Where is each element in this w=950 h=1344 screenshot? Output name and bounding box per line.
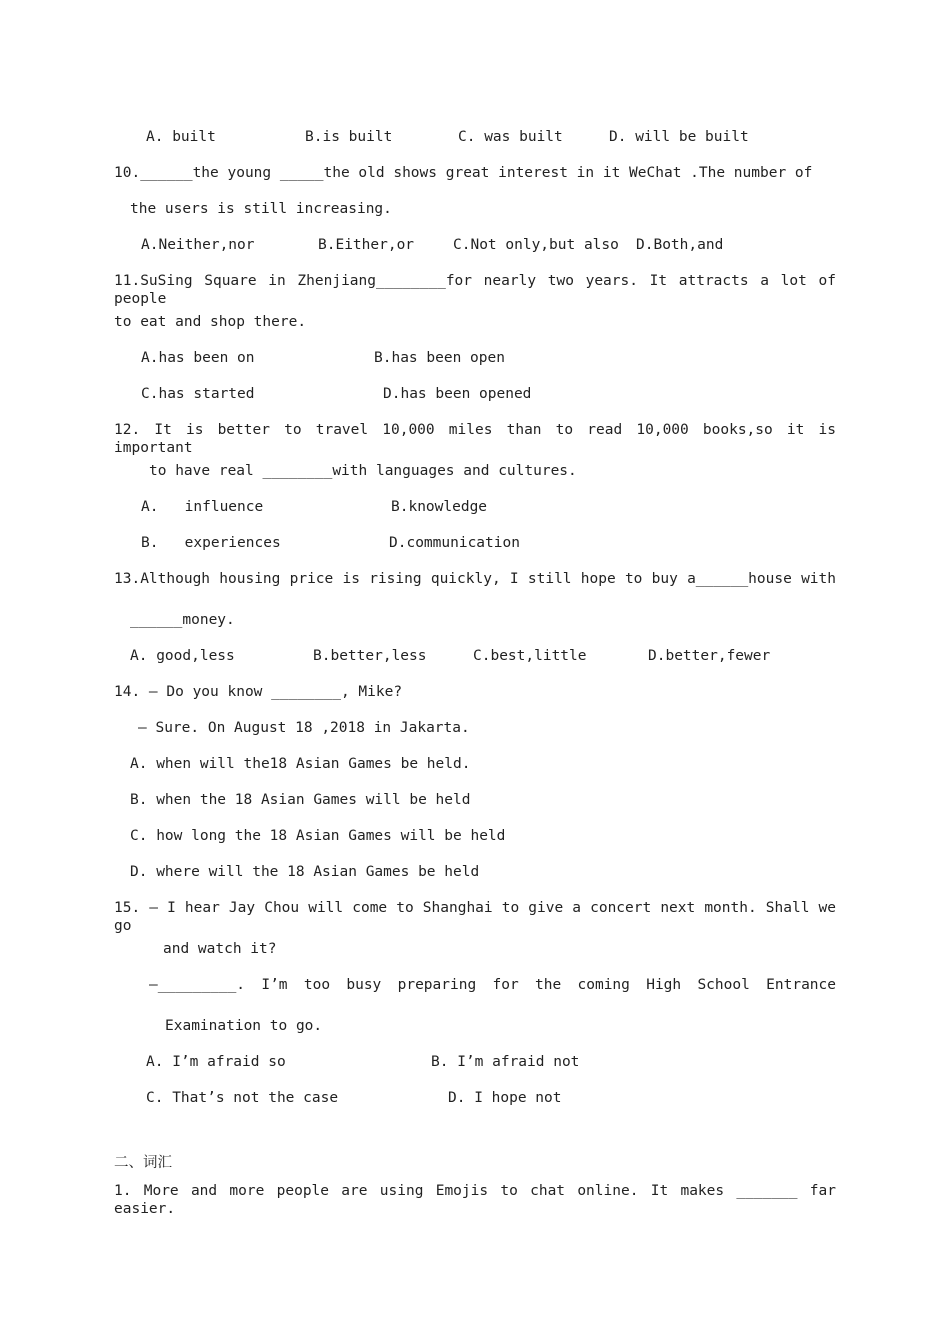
q15-stem-cont: and watch it?	[163, 941, 277, 957]
q13-option-c: C.best,little	[473, 648, 587, 664]
q10-stem-cont: the users is still increasing.	[130, 201, 392, 217]
q13-stem-cont: ______money.	[130, 612, 235, 628]
q13-option-a: A. good,less	[130, 648, 235, 664]
q9-option-d: D. will be built	[609, 129, 749, 145]
q12-option-b: B.knowledge	[391, 499, 488, 515]
q15-option-c: C. That’s not the case	[146, 1090, 339, 1106]
q14-option-a: A. when will the18 Asian Games be held.	[130, 756, 471, 772]
q15-option-b: B. I’m afraid not	[431, 1054, 580, 1070]
vocab-item-1: 1. More and more people are using Emojis to chat online. It makes _______ far easier.	[114, 1183, 836, 1217]
q10-option-b: B.Either,or	[318, 237, 415, 253]
q10-option-d: D.Both,and	[636, 237, 724, 253]
q14-reply: — Sure. On August 18 ,2018 in Jakarta.	[138, 720, 470, 736]
q11-option-b: B.has been open	[374, 350, 505, 366]
q9-option-b: B.is built	[305, 129, 393, 145]
q9-option-a: A. built	[146, 129, 216, 145]
q14-option-d: D. where will the 18 Asian Games be held	[130, 864, 480, 880]
q13-stem: 13.Although housing price is rising quickly, I still hope to buy a______house with	[114, 571, 836, 587]
q15-reply: —_________. I’m too busy preparing for the coming High School Entrance	[149, 977, 836, 993]
q14-stem: 14. — Do you know ________, Mike?	[114, 684, 403, 700]
q15-option-a: A. I’m afraid so	[146, 1054, 286, 1070]
q11-stem: 11.SuSing Square in Zhenjiang________for nearly two years. It attracts a lot of people	[114, 273, 836, 307]
q12-option-d: D.communication	[389, 535, 520, 551]
q12-stem-cont: to have real ________with languages and cultures.	[149, 463, 577, 479]
q11-option-c: C.has started	[141, 386, 255, 402]
q15-stem: 15. — I hear Jay Chou will come to Shanghai to give a concert next month. Shall we go	[114, 900, 836, 934]
q15-reply-cont: Examination to go.	[165, 1018, 323, 1034]
q9-option-c: C. was built	[458, 129, 563, 145]
q13-option-b: B.better,less	[313, 648, 427, 664]
q11-stem-cont: to eat and shop there.	[114, 314, 307, 330]
section-heading: 二、词汇	[114, 1155, 172, 1171]
q12-option-a: A. influence	[141, 499, 264, 515]
q12-stem: 12. It is better to travel 10,000 miles than to read 10,000 books,so it is important	[114, 422, 836, 456]
q12-option-c: B. experiences	[141, 535, 281, 551]
q10-stem: 10.______the young _____the old shows great interest in it WeChat .The number of	[114, 165, 813, 181]
q14-option-b: B. when the 18 Asian Games will be held	[130, 792, 471, 808]
q10-option-c: C.Not only,but also	[453, 237, 619, 253]
q10-option-a: A.Neither,nor	[141, 237, 255, 253]
q11-option-d: D.has been opened	[383, 386, 532, 402]
q13-option-d: D.better,fewer	[648, 648, 771, 664]
q14-option-c: C. how long the 18 Asian Games will be held	[130, 828, 506, 844]
q11-option-a: A.has been on	[141, 350, 255, 366]
q15-option-d: D. I hope not	[448, 1090, 562, 1106]
